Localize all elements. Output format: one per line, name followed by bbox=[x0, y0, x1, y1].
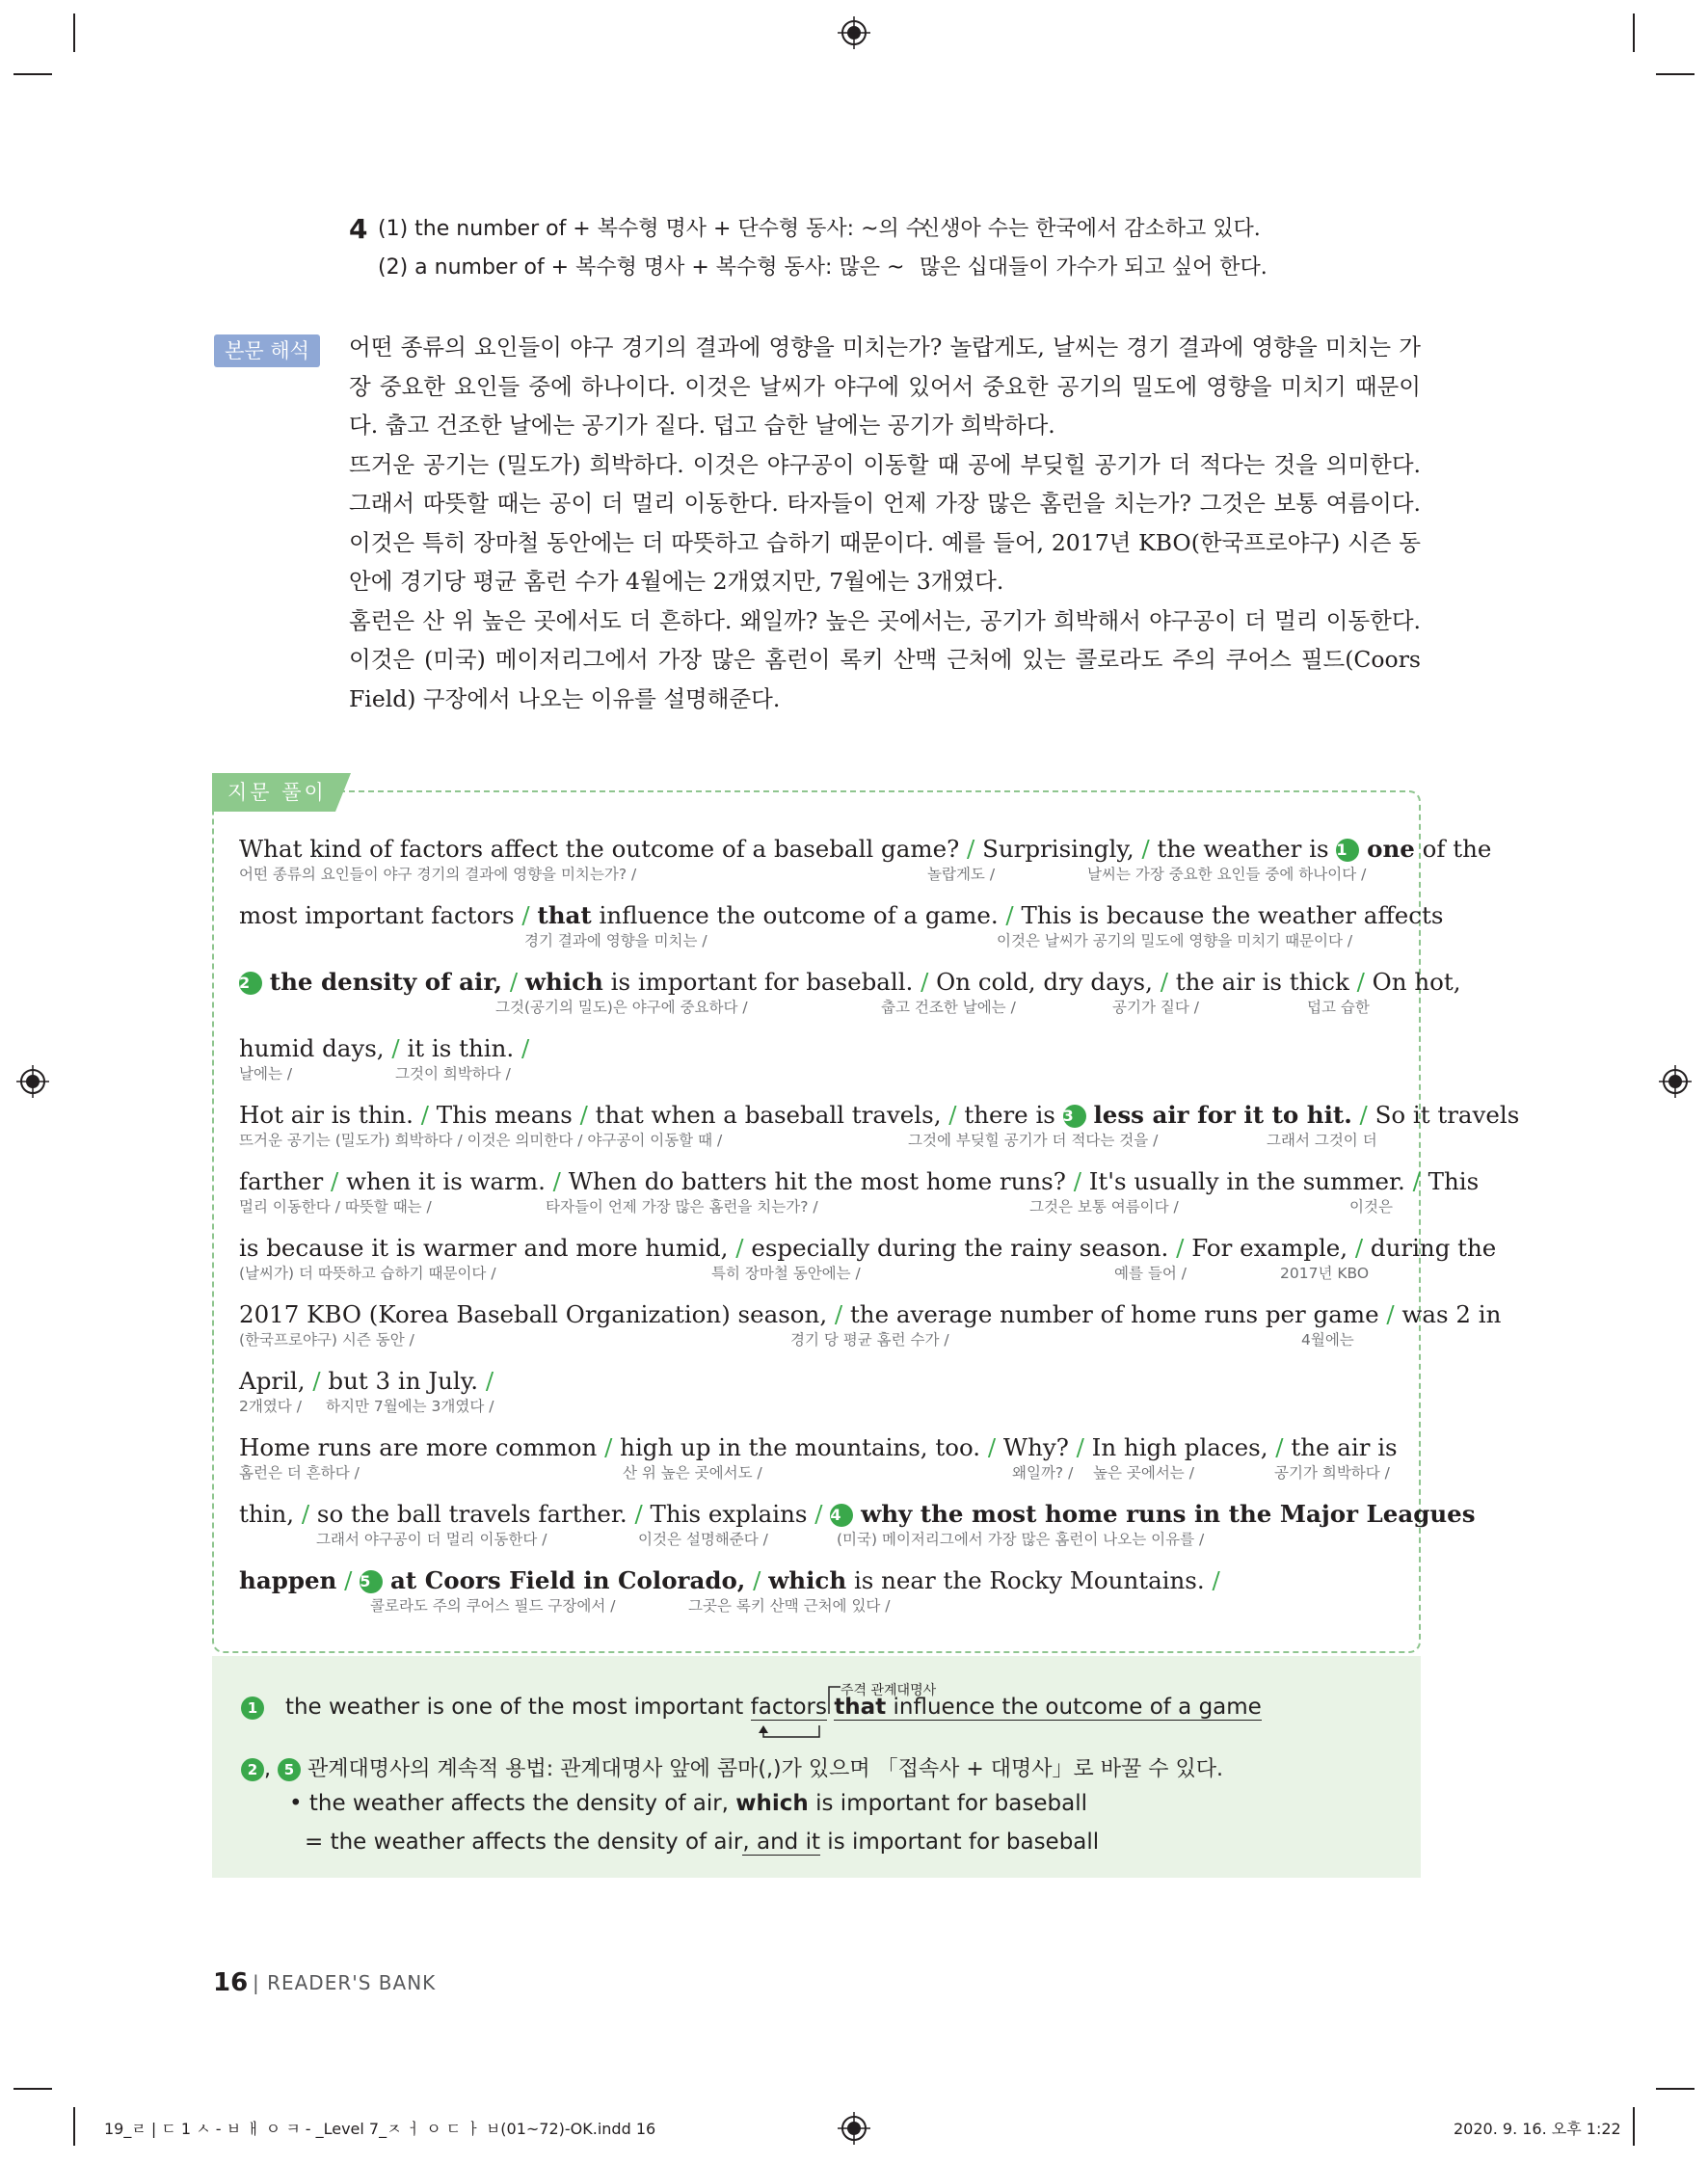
passage-badge-tail bbox=[335, 773, 351, 812]
gloss: 이것은 날씨가 공기의 밀도에 영향을 미치기 때문이다 / bbox=[997, 932, 1353, 949]
grammar-note-label: 주격 관계대명사 bbox=[841, 1683, 937, 1698]
gloss: 예를 들어 / bbox=[1114, 1265, 1187, 1282]
marker-5-icon: 5 bbox=[360, 1570, 383, 1593]
gloss: 2017년 KBO bbox=[1280, 1265, 1370, 1282]
passage-sentence: 2017 KBO (Korea Baseball Organization) season, / the average number of home runs per game / was 2 in bbox=[239, 1300, 1502, 1328]
crop-mark bbox=[1656, 2088, 1695, 2090]
crop-mark bbox=[1633, 2107, 1635, 2146]
passage-line bbox=[239, 1500, 1476, 1548]
crop-mark bbox=[73, 13, 75, 52]
gloss: 덥고 습한 bbox=[1307, 999, 1370, 1016]
marker-1-icon: 1 bbox=[1336, 839, 1359, 862]
gloss: 왜일까? / bbox=[1012, 1464, 1074, 1482]
file-slug: 19_ㄹ | ㄷ 1 ㅅ - ㅂ ㅐ ㅇ ㅋ - _Level 7_ㅈ ㅓ ㅇ ㄷ ㅏ ㅂ(01~72)-OK.indd 16 bbox=[104, 2120, 656, 2138]
answer-row-2-example: 많은 십대들이 가수가 되고 싶어 한다. bbox=[920, 255, 1268, 280]
translation-badge: 본문 해석 bbox=[214, 334, 320, 367]
book-label: | READER'S BANK bbox=[253, 1971, 437, 1994]
grammar-line-2: 2 , 5 관계대명사의 계속적 용법: 관계대명사 앞에 콤마(,)가 있으며 「접속사 + 대명사」로 바꿀 수 있다. bbox=[241, 1752, 1223, 1782]
gloss: 경기 결과에 영향을 미치는 / bbox=[524, 932, 707, 949]
crop-mark bbox=[1656, 73, 1695, 75]
crop-mark bbox=[13, 2088, 52, 2090]
gloss: 그래서 야구공이 더 멀리 이동한다 / bbox=[316, 1531, 547, 1548]
gloss: 그것이 희박하다 / bbox=[395, 1065, 511, 1082]
gloss: (미국) 메이저리그에서 가장 많은 홈런이 나오는 이유를 / bbox=[837, 1531, 1205, 1548]
passage-sentence: is because it is warmer and more humid, / especially during the rainy season. / For example, / during the bbox=[239, 1234, 1497, 1262]
gloss: 공기가 짙다 / bbox=[1112, 999, 1199, 1016]
translation-paragraph: 뜨거운 공기는 (밀도가) 희박하다. 이것은 야구공이 이동할 때 공에 부딪힐 공기가 더 적다는 것을 의미한다. 그래서 따뜻할 때는 공이 더 멀리 이동한다. 타자들이 언제 가장 많은 홈런을 치는가? 그것은 보통 여름이다. 이것은 특히 장마철 동안에는 더 따뜻하고 습하기 때문이다. 예를 들어, 2017년 KBO(한국프로야구) 시즌 동안에 경기당 평균 홈런 수가 4월에는 2개였지만, 7월에는 3개였다. bbox=[349, 450, 1421, 595]
gloss: 하지만 7월에는 3개였다 / bbox=[326, 1398, 494, 1415]
gloss: 뜨거운 공기는 (밀도가) 희박하다 / 이것은 의미한다 / 야구공이 이동할 때 / bbox=[239, 1132, 723, 1149]
antecedent: factors bbox=[750, 1695, 827, 1720]
page-number: 16 bbox=[213, 1968, 249, 1997]
answer-row-1-example: 신생아 수는 한국에서 감소하고 있다. bbox=[920, 217, 1261, 241]
answer-row-1: (1) the number of + 복수형 명사 + 단수형 동사: ~의 수 bbox=[378, 217, 926, 241]
gloss: 그래서 그것이 더 bbox=[1267, 1132, 1377, 1149]
passage-line bbox=[239, 968, 1461, 1016]
gloss: 그것(공기의 밀도)은 야구에 중요하다 / bbox=[495, 999, 748, 1016]
passage-sentence: happen / 5 at Coors Field in Colorado, / which is near the Rocky Mountains. / bbox=[239, 1566, 1220, 1594]
gloss: 높은 곳에서는 / bbox=[1093, 1464, 1194, 1482]
gloss: 이것은 bbox=[1349, 1198, 1393, 1216]
passage-line bbox=[239, 1167, 1480, 1216]
gloss: 특히 장마철 동안에는 / bbox=[711, 1265, 861, 1282]
marker-1-icon: 1 bbox=[241, 1696, 264, 1720]
passage-badge: 지문 풀이 bbox=[212, 773, 335, 812]
gloss: 놀랍게도 / bbox=[927, 866, 996, 883]
answer-number: 4 bbox=[349, 213, 368, 245]
passage-line bbox=[239, 835, 1492, 883]
passage-line bbox=[239, 901, 1444, 949]
date-slug: 2020. 9. 16. 오후 1:22 bbox=[1454, 2120, 1621, 2138]
gloss: 콜로라도 주의 쿠어스 필드 구장에서 / bbox=[370, 1597, 616, 1615]
translation-paragraph: 어떤 종류의 요인들이 야구 경기의 결과에 영향을 미치는가? 놀랍게도, 날씨는 경기 결과에 영향을 미치는 가장 중요한 요인들 중에 하나이다. 이것은 날씨가 야구에 있어서 중요한 공기의 밀도에 영향을 미치기 때문이다. 춥고 건조한 날에는 공기가 짙다. 덥고 습한 날에는 공기가 희박하다. bbox=[349, 334, 1421, 439]
passage-sentence: April, / but 3 in July. / bbox=[239, 1367, 494, 1395]
gloss: 산 위 높은 곳에서도 / bbox=[623, 1464, 762, 1482]
translation-paragraph: 홈런은 산 위 높은 곳에서도 더 흔하다. 왜일까? 높은 곳에서는, 공기가 희박해서 야구공이 더 멀리 이동한다. 이것은 (미국) 메이저리그에서 가장 많은 홈런이 록키 산맥 근처에 있는 콜로라도 주의 쿠어스 필드(Coors Field) 구장에서 나오는 이유를 설명해준다. bbox=[349, 606, 1421, 712]
passage-sentence: Hot air is thin. / This means / that when a baseball travels, / there is 3 less air for it to hit. / So it travels bbox=[239, 1101, 1520, 1129]
marker-5-icon: 5 bbox=[278, 1758, 301, 1781]
gloss: 경기 당 평균 홈런 수가 / bbox=[790, 1331, 949, 1349]
answer-row-2: (2) a number of + 복수형 명사 + 복수형 동사: 많은 ~ bbox=[378, 255, 905, 280]
gloss: 그것은 보통 여름이다 / bbox=[1029, 1198, 1179, 1216]
passage-sentence: Home runs are more common / high up in the mountains, too. / Why? / In high places, / the air is bbox=[239, 1433, 1398, 1461]
gloss: (날씨가) 더 따뜻하고 습하기 때문이다 / bbox=[239, 1265, 496, 1282]
marker-3-icon: 3 bbox=[1063, 1105, 1086, 1128]
passage-line bbox=[239, 1300, 1502, 1349]
marker-2-icon: 2 bbox=[239, 972, 262, 995]
marker-2-icon: 2 bbox=[241, 1758, 264, 1781]
gloss: 날에는 / bbox=[239, 1065, 293, 1082]
gloss: 홈런은 더 흔하다 / bbox=[239, 1464, 360, 1482]
passage-line bbox=[239, 1034, 1396, 1082]
grammar-line-1: 1 the weather is one of the most important factors that influence the outcome of a game bbox=[241, 1695, 1262, 1720]
registration-mark-icon bbox=[16, 1065, 49, 1098]
gloss: 타자들이 언제 가장 많은 홈런을 치는가? / bbox=[546, 1198, 818, 1216]
crop-mark bbox=[13, 73, 52, 75]
grammar-line-4: = the weather affects the density of air, and it is important for baseball bbox=[305, 1830, 1100, 1855]
gloss: 4월에는 bbox=[1301, 1331, 1354, 1349]
grammar-line-3: • the weather affects the density of air, which is important for baseball bbox=[289, 1791, 1087, 1816]
translation-body bbox=[349, 328, 1421, 718]
passage-line bbox=[239, 1367, 1396, 1415]
passage-sentence: What kind of factors affect the outcome of a baseball game? / Surprisingly, / the weather is 1 one of the bbox=[239, 835, 1492, 863]
gloss: 날씨는 가장 중요한 요인들 중에 하나이다 / bbox=[1087, 866, 1367, 883]
passage-sentence: humid days, / it is thin. / bbox=[239, 1034, 530, 1062]
passage-sentence: thin, / so the ball travels farther. / This explains / 4 why the most home runs in the Major Leagues bbox=[239, 1500, 1476, 1528]
marker-4-icon: 4 bbox=[830, 1504, 853, 1527]
crop-mark bbox=[73, 2107, 75, 2146]
gloss: 2개였다 / bbox=[239, 1398, 302, 1415]
gloss: 공기가 희박하다 / bbox=[1274, 1464, 1390, 1482]
passage-sentence: farther / when it is warm. / When do batters hit the most home runs? / It's usually in the summer. / This bbox=[239, 1167, 1480, 1195]
passage-line bbox=[239, 1566, 1396, 1615]
passage-sentence: most important factors / that influence the outcome of a game. / This is because the weather affects bbox=[239, 901, 1444, 929]
passage-sentence: 2 the density of air, / which is important for baseball. / On cold, dry days, / the air is thick / On hot, bbox=[239, 968, 1461, 996]
relative-pronoun: that bbox=[834, 1695, 887, 1720]
gloss: (한국프로야구) 시즌 동안 / bbox=[239, 1331, 414, 1349]
gloss: 이것은 설명해준다 / bbox=[638, 1531, 768, 1548]
antecedent-arrow-icon bbox=[752, 1725, 839, 1754]
passage-line bbox=[239, 1433, 1398, 1482]
registration-mark-icon bbox=[838, 2112, 870, 2145]
gloss: 어떤 종류의 요인들이 야구 경기의 결과에 영향을 미치는가? / bbox=[239, 866, 637, 883]
passage-line bbox=[239, 1234, 1497, 1282]
registration-mark-icon bbox=[1659, 1065, 1692, 1098]
gloss: 멀리 이동한다 / 따뜻할 때는 / bbox=[239, 1198, 432, 1216]
gloss: 그곳은 록키 산맥 근처에 있다 / bbox=[688, 1597, 891, 1615]
gloss: 그것에 부딪힐 공기가 더 적다는 것을 / bbox=[908, 1132, 1159, 1149]
passage-line bbox=[239, 1101, 1520, 1149]
registration-mark-icon bbox=[838, 16, 870, 49]
gloss: 춥고 건조한 날에는 / bbox=[881, 999, 1016, 1016]
crop-mark bbox=[1633, 13, 1635, 52]
